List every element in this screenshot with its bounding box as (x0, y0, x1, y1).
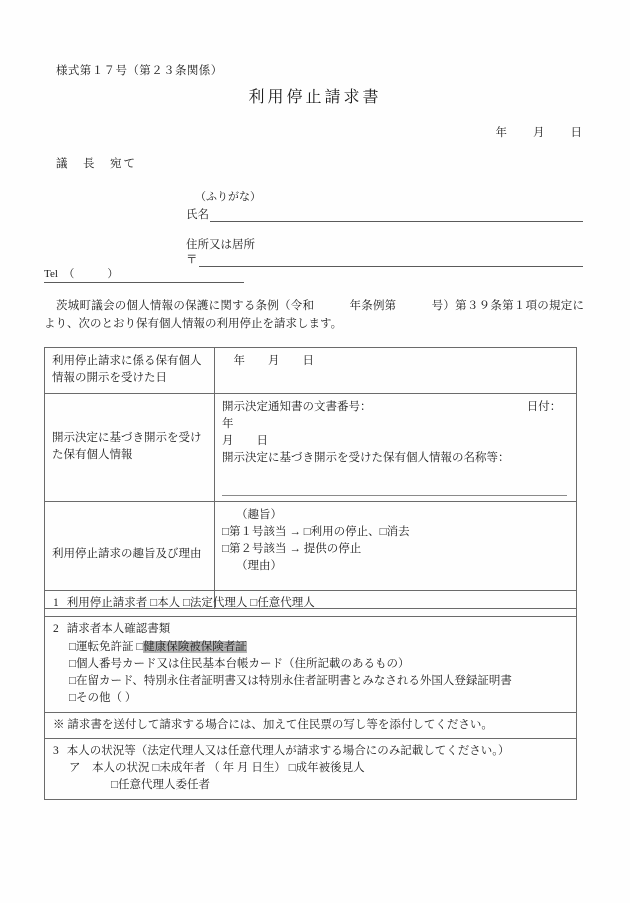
health-insurance-card-highlight: 健康保険被保険者証 (143, 640, 247, 653)
mailing-note: ※ 請求書を送付して請求する場合には、加えて住民票の写し等を添付してください。 (45, 712, 577, 738)
address-input-rule[interactable] (199, 253, 584, 267)
purpose-option-1[interactable]: □第１号該当 → □利用の停止、□消去 (222, 525, 410, 538)
name-field-row (186, 206, 583, 222)
section-3-heading: 本人の状況等（法定代理人又は任意代理人が請求する場合にのみ記載してください。） (66, 744, 510, 757)
page-title: 利用停止請求書 (248, 89, 382, 106)
section-3-principal-status (45, 738, 577, 799)
table-row (45, 348, 577, 394)
row-value-disclosure-date[interactable]: 年 月 日 (215, 348, 577, 394)
principal-status-option-2[interactable]: □任意代理人委任者 (111, 779, 210, 792)
section-3-heading-line (53, 743, 568, 760)
main-form-table (44, 347, 577, 609)
id-doc-option-3[interactable]: □在留カード、特別永住者証明書又は特別永住者証明書とみなされる外国人登録証明書 (69, 675, 512, 687)
name-input-rule[interactable] (210, 208, 583, 222)
zip-label: 〒 (186, 254, 198, 266)
intro-line-2: より、次のとおり保有個人情報の利用停止を請求します。 (44, 317, 343, 330)
row-label-purpose-reason: 利用停止請求の趣旨及び理由 (45, 501, 215, 608)
notice-document-number-line: 開示決定通知書の文書番号： 日付： 年 (222, 400, 579, 430)
purpose-option-2[interactable]: □第２号該当 → 提供の停止 (222, 543, 362, 555)
section-1-requester-type[interactable] (45, 591, 577, 617)
intro-line-1: 茨城町議会の個人情報の保護に関する条例（令和 年条例第 号）第３９条第１項の規定に (56, 300, 584, 312)
row-label-disclosure-date: 利用停止請求に係る保有個人情報の開示を受けた日 (45, 348, 215, 394)
form-number: 様式第１７号（第２３条関係） (56, 65, 223, 77)
address-label: 住所又は居所 (186, 239, 255, 251)
notice-date-line: 月 日 (222, 435, 268, 447)
tel-label: Tel （ ） (44, 265, 118, 283)
reason-heading: （理由） (236, 560, 282, 573)
section-1-number: 1 (53, 597, 59, 609)
table-row (45, 738, 577, 799)
id-doc-option-1-text: □運転免許証 □ (69, 640, 144, 653)
name-label: 氏名 (186, 209, 209, 221)
tel-field-row (44, 265, 244, 283)
zip-field-row (186, 251, 583, 267)
purpose-heading: （趣旨） (236, 508, 282, 521)
table-row (45, 591, 577, 617)
tel-input-rule[interactable] (118, 270, 244, 283)
table-row (45, 393, 577, 501)
section-2-number: 2 (53, 623, 59, 636)
row-label-disclosed-info: 開示決定に基づき開示を受けた保有個人情報 (45, 393, 215, 501)
section-2-heading-line (53, 621, 568, 638)
disclosed-info-input-rule[interactable] (222, 494, 567, 496)
table-row (45, 617, 577, 712)
row-value-disclosed-info[interactable] (215, 393, 577, 501)
id-doc-option-2[interactable]: □個人番号カード又は住民基本台帳カード（住所記載のあるもの） (69, 657, 410, 670)
section-2-heading: 請求者本人確認書類 (66, 623, 171, 636)
table-row (45, 712, 577, 738)
id-doc-option-4[interactable]: □その他（ ） (69, 692, 137, 705)
date-line: 年 月 日 (495, 127, 583, 139)
principal-status-option-1[interactable]: ア 本人の状況 □未成年者 （ 年 月 日生） □成年被後見人 (69, 762, 365, 774)
verification-table (44, 590, 577, 800)
furigana-label: （ふりがな） (195, 191, 261, 203)
id-doc-option-1[interactable] (53, 639, 568, 656)
addressee: 議 長 宛て (56, 158, 137, 170)
section-1-text: 利用停止請求者 □本人 □法定代理人 □任意代理人 (66, 597, 315, 609)
intro-paragraph (44, 298, 584, 334)
section-3-number: 3 (53, 744, 59, 757)
section-2-identity-documents (45, 617, 577, 712)
disclosed-info-name-line: 開示決定に基づき開示を受けた保有個人情報の名称等： (222, 452, 510, 465)
